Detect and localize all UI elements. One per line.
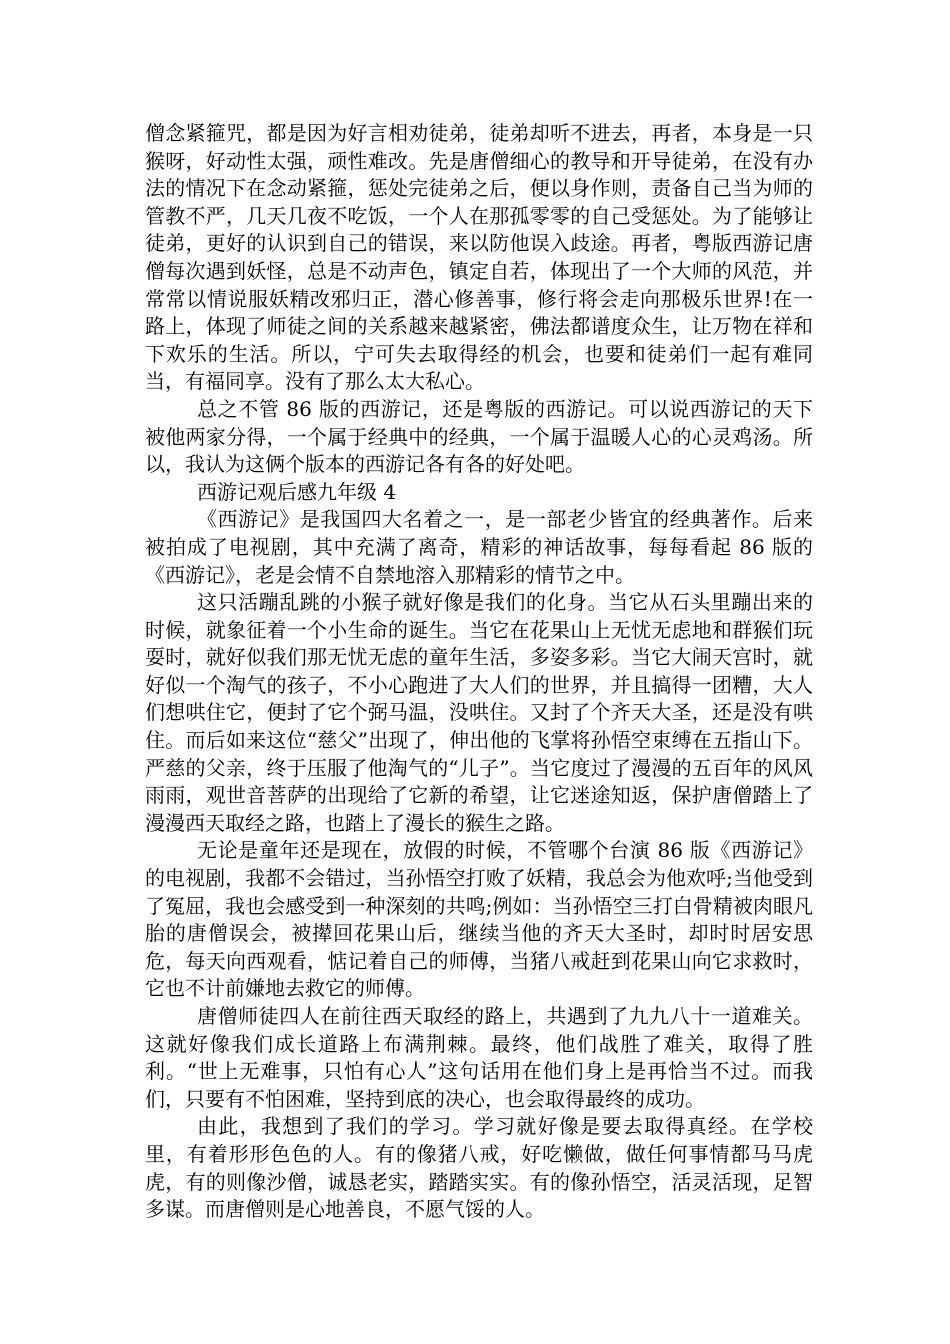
paragraph: 总之不管 86 版的西游记，还是粤版的西游记。可以说西游记的天下被他两家分得，一个属于经典中的经典，一个属于温暖人心的心灵鸡汤。所以，我认为这俩个版本的西游记各有各的好处吧。	[145, 396, 813, 477]
paragraph: 唐僧师徒四人在前往西天取经的路上，共遇到了九九八十一道难关。这就好像我们成长道路上布满荆棘。最终，他们战胜了难关，取得了胜利。“世上无难事，只怕有心人”这句话用在他们身上是再恰当不过。而我们，只要有不怕困难，坚持到底的决心，也会取得最终的成功。	[145, 1004, 813, 1111]
paragraph: 僧念紧箍咒，都是因为好言相劝徒弟，徒弟却听不进去，再者，本身是一只猴呀，好动性太强，顽性难改。先是唐僧细心的教导和开导徒弟，在没有办法的情况下在念动紧箍，惩处完徒弟之后，便以身作则，责备自己当为师的管教不严，几天几夜不吃饭，一个人在那孤零零的自己受惩处。为了能够让徒弟，更好的认识到自己的错误，来以防他误入歧途。再者，粤版西游记唐僧每次遇到妖怪，总是不动声色，镇定自若，体现出了一个大师的风范，并常常以情说服妖精改邪归正，潜心修善事，修行将会走向那极乐世界!在一路上，体现了师徒之间的关系越来越紧密，佛法都谱度众生，让万物在祥和下欢乐的生活。所以，宁可失去取得经的机会，也要和徒弟们一起有难同当，有福同享。没有了那么太大私心。	[145, 121, 813, 394]
section-heading: 西游记观后感九年级 4	[197, 479, 397, 504]
document-body	[145, 120, 813, 1224]
paragraph: 无论是童年还是现在，放假的时候，不管哪个台演 86 版《西游记》的电视剧，我都不会错过，当孙悟空打败了妖精，我总会为他欢呼;当他受到了冤屈，我也会感受到一种深刻的共鸣;例如：当孙悟空三打白骨精被肉眼凡胎的唐僧误会，被撵回花果山后，继续当他的齐天大圣时，却时时居安思危，每天向西观看，惦记着自己的师傅，当猪八戒赶到花果山向它求救时，它也不计前嫌地去救它的师傅。	[145, 838, 813, 1001]
paragraph: 《西游记》是我国四大名着之一，是一部老少皆宜的经典著作。后来被拍成了电视剧，其中充满了离奇，精彩的神话故事，每每看起 86 版的《西游记》，老是会情不自禁地溶入那精彩的情节之中。	[145, 507, 813, 587]
paragraph: 由此，我想到了我们的学习。学习就好像是要去取得真经。在学校里，有着形形色色的人。有的像猪八戒，好吃懒做，做任何事情都马马虎虎，有的则像沙僧，诚恳老实，踏踏实实。有的像孙悟空，活灵活现，足智多谋。而唐僧则是心地善良，不愿气馁的人。	[145, 1114, 813, 1222]
paragraph: 这只活蹦乱跳的小猴子就好像是我们的化身。当它从石头里蹦出来的时候，就象征着一个小生命的诞生。当它在花果山上无忧无虑地和群猴们玩耍时，就好似我们那无忧无虑的童年生活，多姿多彩。当它大闹天宫时，就好似一个淘气的孩子，不小心跑进了大人们的世界，并且搞得一团糟，大人们想哄住它，便封了它个弼马温，没哄住。又封了个齐天大圣，还是没有哄住。而后如来这位“慈父”出现了，伸出他的飞掌将孙悟空束缚在五指山下。严慈的父亲，终于压服了他淘气的“儿子”。当它度过了漫漫的五百年的风风雨雨，观世音菩萨的出现给了它新的希望，让它迷途知返，保护唐僧踏上了漫漫西天取经之路，也踏上了漫长的猴生之路。	[145, 590, 813, 835]
